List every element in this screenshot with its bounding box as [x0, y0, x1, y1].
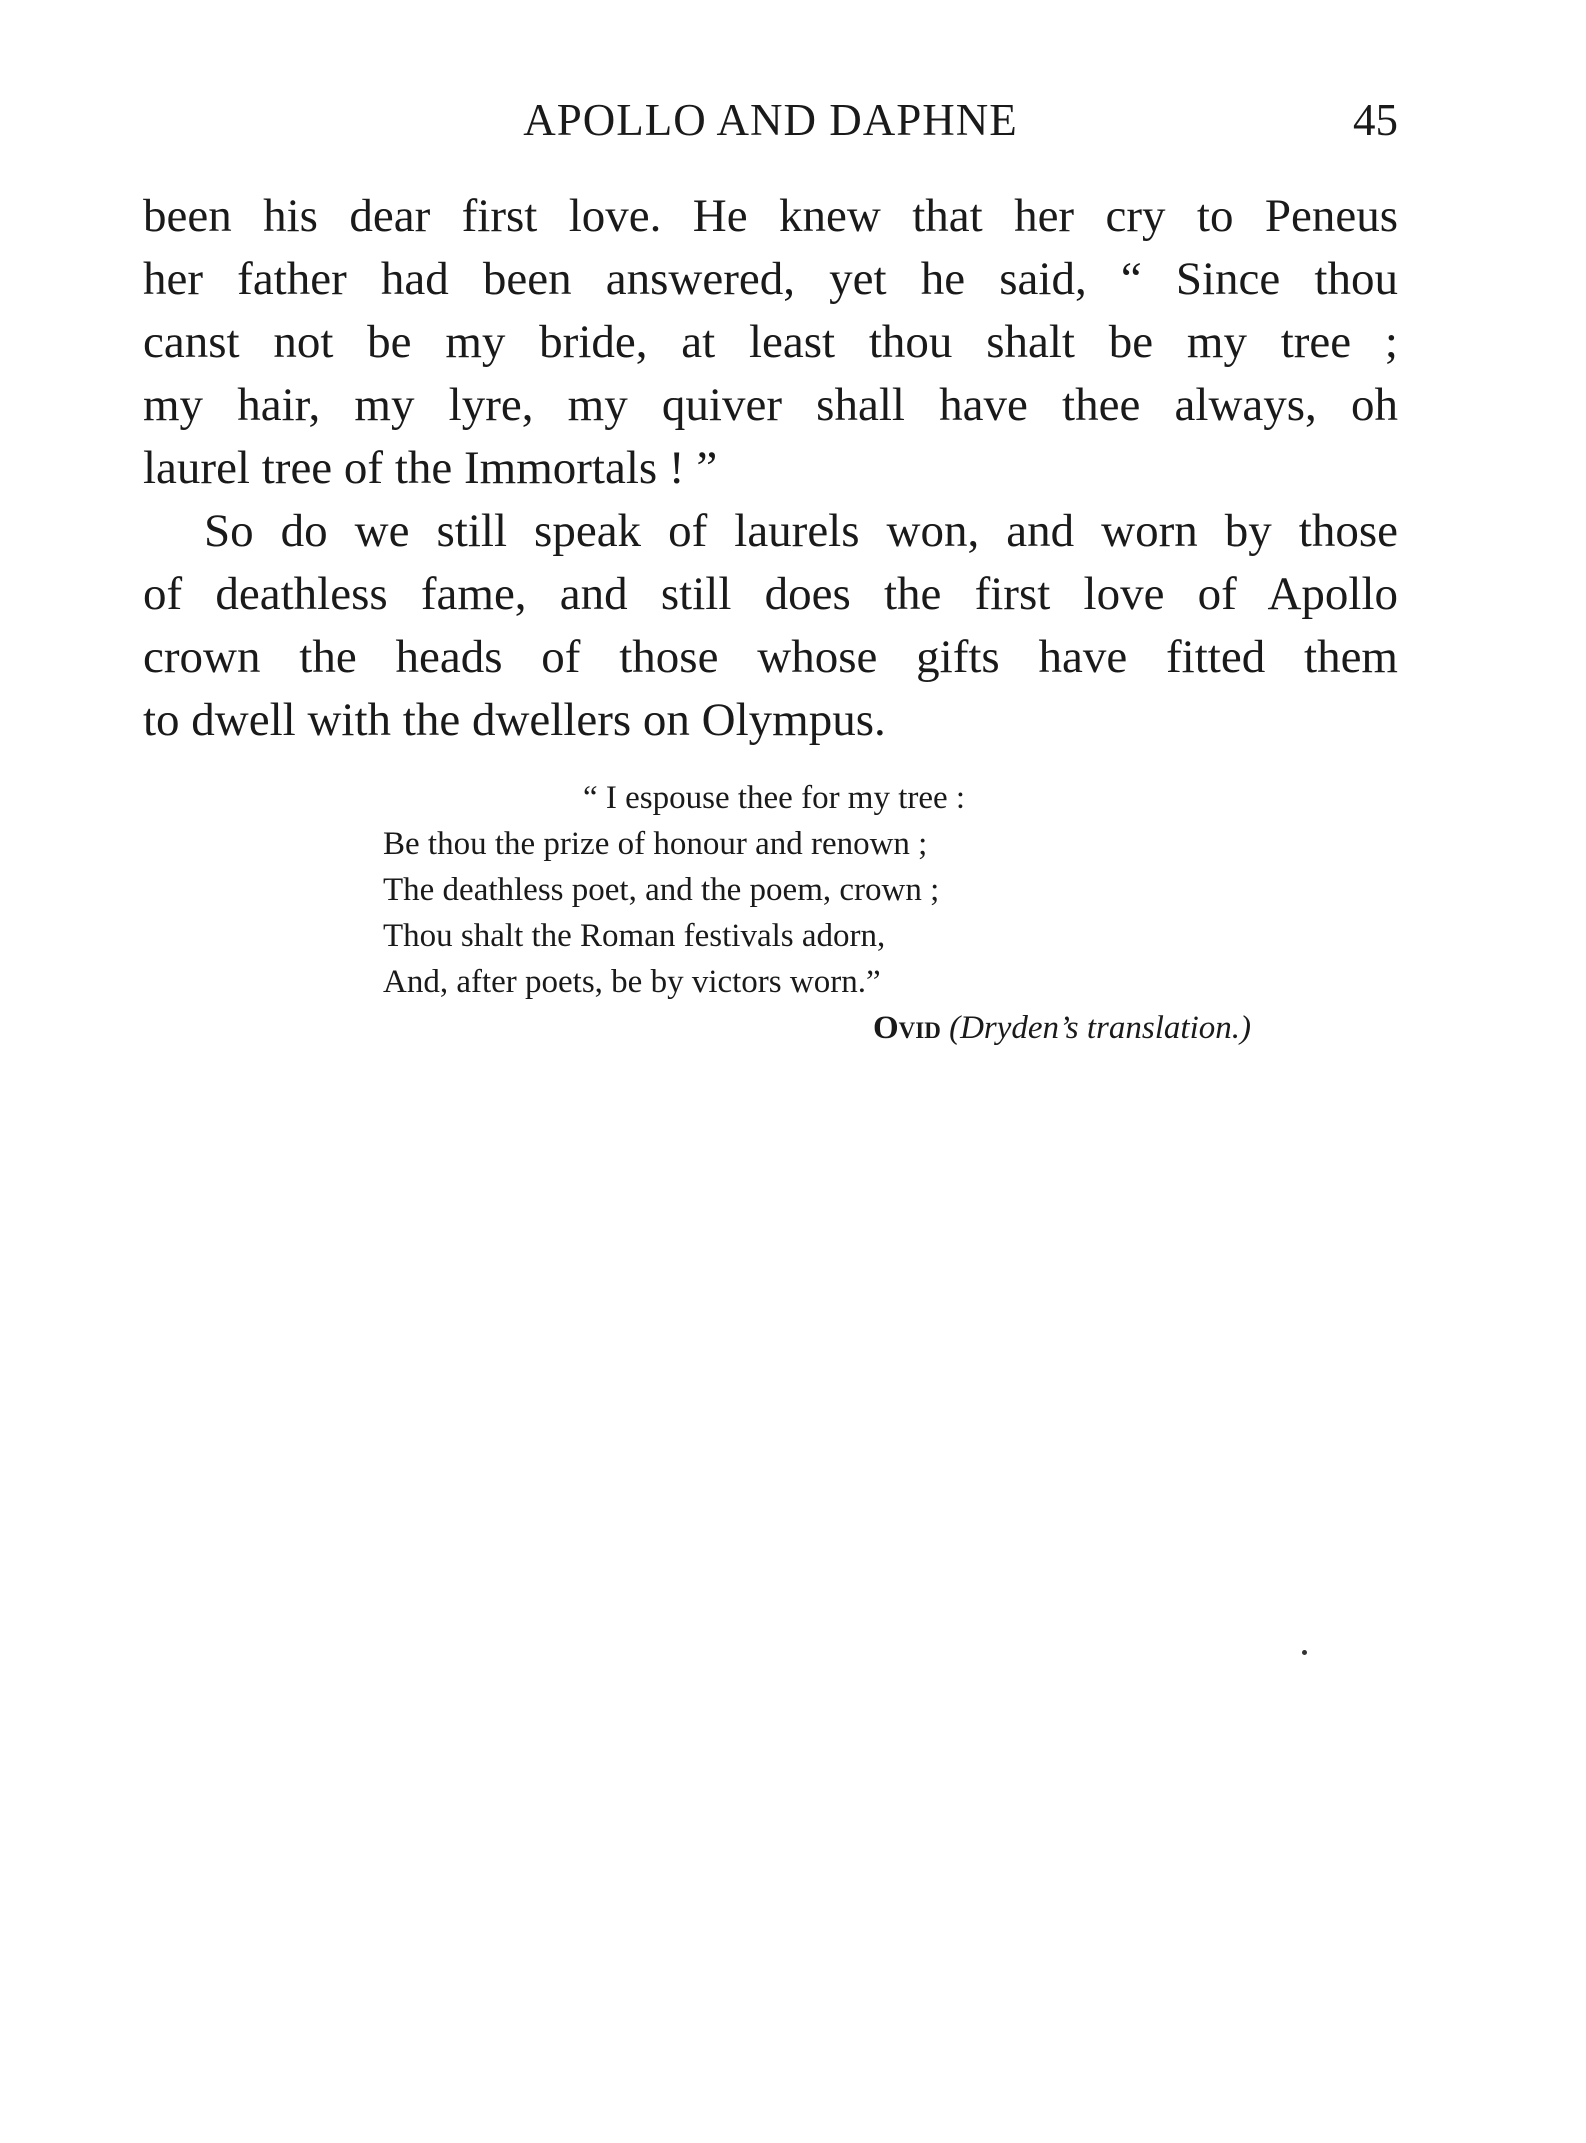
text-line: canst not be my bride, at least thou shalt be my tree ;	[143, 316, 1398, 368]
paragraph-1	[143, 185, 1398, 500]
text-line: So do we still speak of laurels won, and worn by those	[204, 505, 1398, 557]
verse-line: Be thou the prize of honour and renown ;	[383, 826, 928, 862]
text-line: laurel tree of the Immortals ! ”	[143, 442, 718, 494]
page-number: 45	[1353, 95, 1398, 145]
running-head	[143, 90, 1398, 150]
verse-quotation	[383, 775, 1343, 1005]
text-line: my hair, my lyre, my quiver shall have thee always, oh	[143, 379, 1398, 431]
attribution-author: Ovid	[873, 1010, 941, 1046]
running-title: APOLLO AND DAPHNE	[523, 95, 1018, 145]
verse-line: And, after poets, be by victors worn.”	[383, 964, 881, 1000]
text-line: crown the heads of those whose gifts have fitted them	[143, 631, 1398, 683]
verse-line: The deathless poet, and the poem, crown ;	[383, 872, 940, 908]
text-line: of deathless fame, and still does the first love of Apollo	[143, 568, 1398, 620]
text-line: been his dear first love. He knew that her cry to Peneus	[143, 190, 1398, 242]
paragraph-2	[143, 500, 1398, 752]
verse-line: Thou shalt the Roman festivals adorn,	[383, 918, 886, 954]
text-line: her father had been answered, yet he said, “ Since thou	[143, 253, 1398, 305]
verse-attribution	[873, 1010, 1251, 1047]
text-line: to dwell with the dwellers on Olympus.	[143, 694, 886, 746]
attribution-source: (Dryden’s translation.)	[949, 1010, 1251, 1046]
print-speck	[1302, 1650, 1307, 1655]
body-text	[143, 185, 1398, 752]
verse-line: “ I espouse thee for my tree :	[583, 780, 966, 816]
